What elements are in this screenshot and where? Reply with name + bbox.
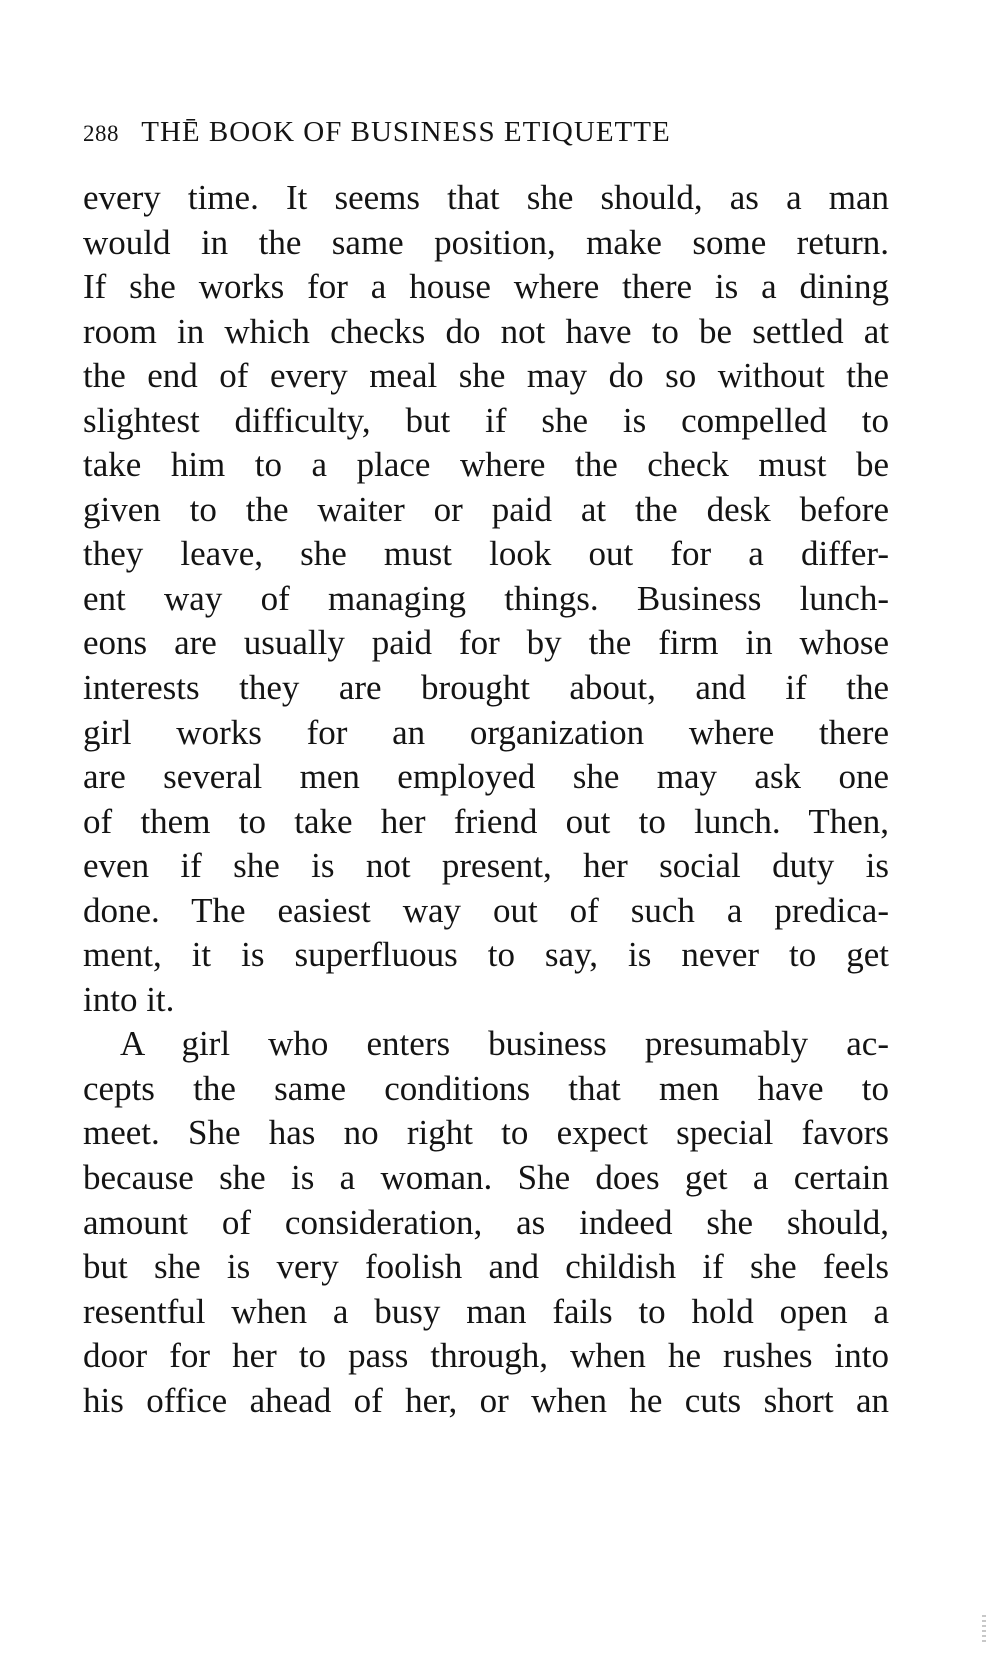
body-text [83,176,889,1423]
text-line: eons are usually paid for by the firm in whose [83,623,889,663]
text-line: of them to take her friend out to lunch. Then, [83,801,889,841]
text-line: are several men employed she may ask one [83,757,889,797]
scan-margin-mark [982,1615,986,1645]
text-line: would in the same position, make some return. [83,222,889,262]
text-line: into it. [83,979,175,1019]
text-line: cepts the same conditions that men have to [83,1068,889,1108]
text-line: even if she is not present, her social duty is [83,846,889,886]
text-line: door for her to pass through, when he rushes into [83,1336,889,1376]
text-line: take him to a place where the check must be [83,445,889,485]
text-line: A girl who enters business presumably ac- [120,1024,889,1064]
paragraph-2 [83,1022,889,1423]
text-line: done. The easiest way out of such a predica- [83,890,889,930]
text-line: If she works for a house where there is a dining [83,267,889,307]
text-line: the end of every meal she may do so without the [83,356,889,396]
text-line: slightest difficulty, but if she is compelled to [83,400,889,440]
text-line: ent way of managing things. Business lunch- [83,578,889,618]
text-line: meet. She has no right to expect special favors [83,1113,889,1153]
page-number: 288 [83,121,119,146]
text-line: amount of consideration, as indeed she should, [83,1202,889,1242]
text-line: room in which checks do not have to be settled at [83,311,889,351]
paragraph-1 [83,176,889,1022]
text-line: every time. It seems that she should, as a man [83,178,889,217]
text-line: girl works for an organization where there [83,712,889,752]
text-line: because she is a woman. She does get a certain [83,1158,889,1198]
text-line: they leave, she must look out for a differ- [83,534,889,574]
text-line: given to the waiter or paid at the desk before [83,489,889,529]
running-header [83,116,883,148]
text-line: interests they are brought about, and if the [83,668,889,708]
running-title: THĒ BOOK OF BUSINESS ETIQUETTE [141,116,671,148]
text-line: resentful when a busy man fails to hold open a [83,1291,889,1331]
text-line: his office ahead of her, or when he cuts short an [83,1380,889,1420]
text-line: but she is very foolish and childish if she feels [83,1247,889,1287]
text-line: ment, it is superfluous to say, is never to get [83,935,889,975]
